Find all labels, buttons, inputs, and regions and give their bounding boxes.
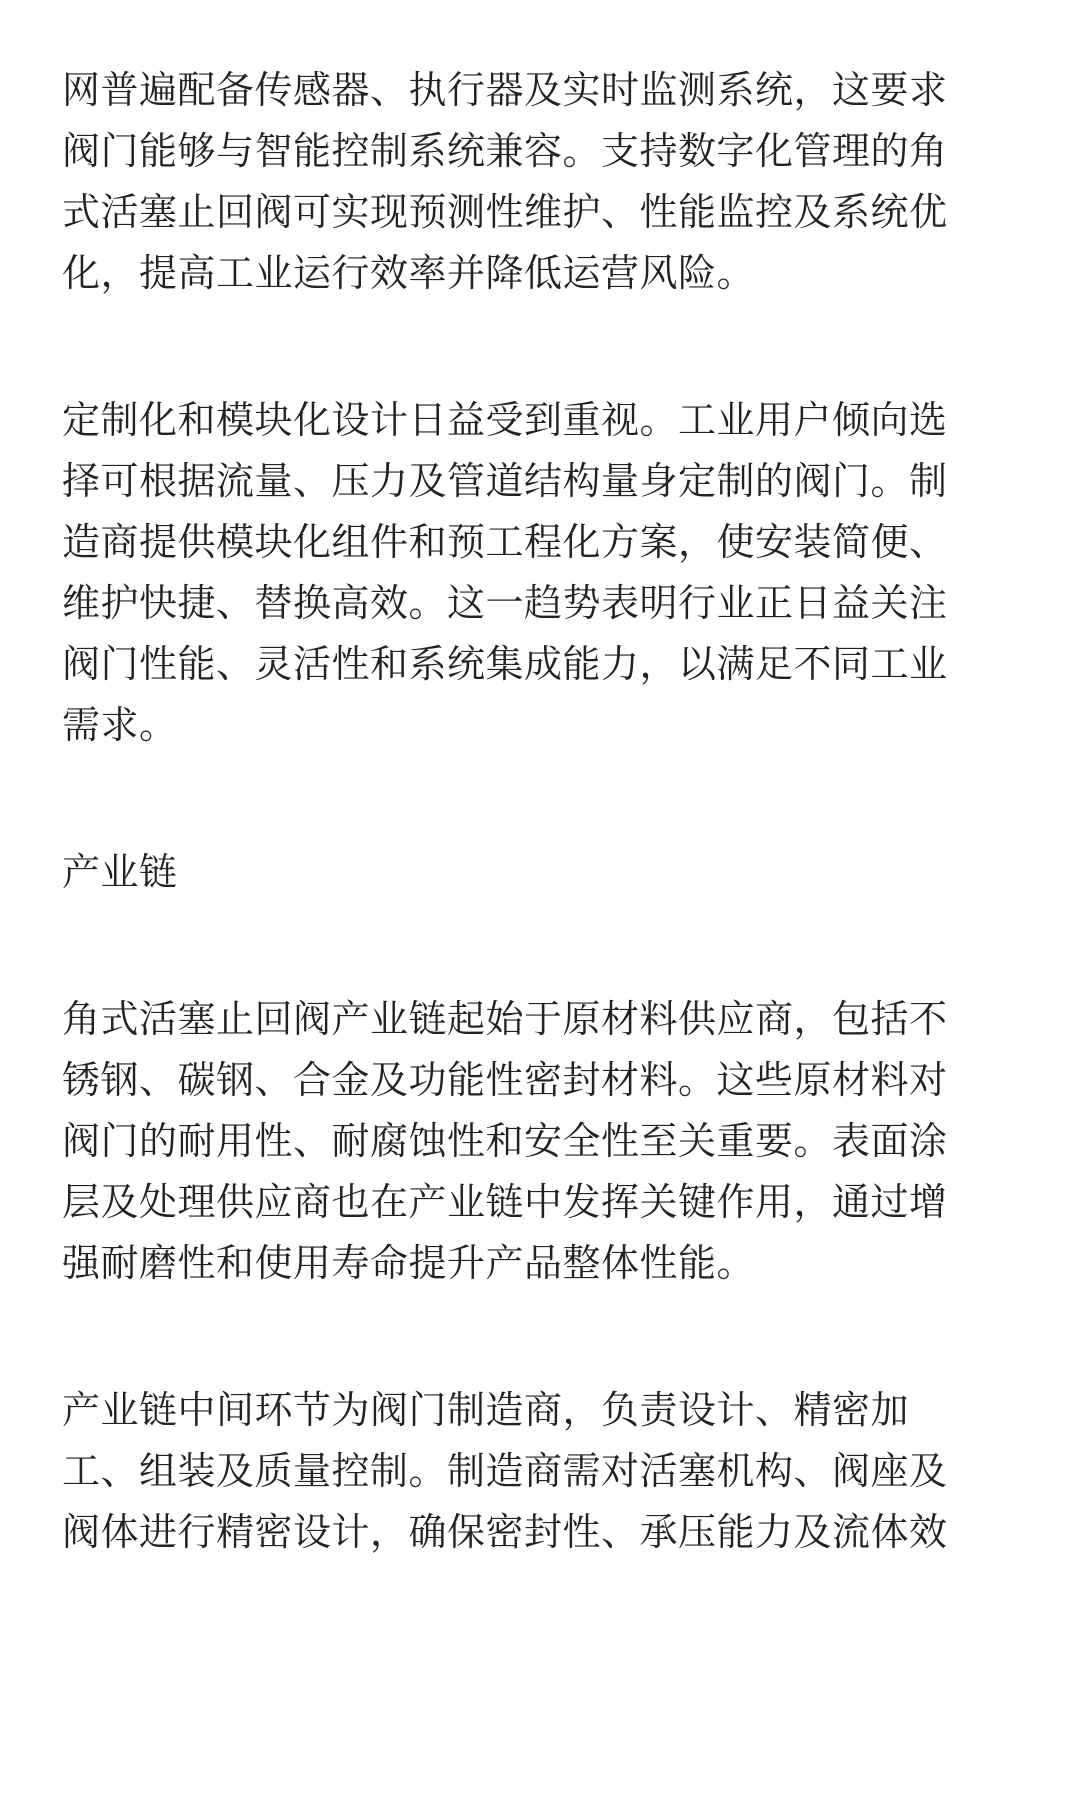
- paragraph-spacer: [62, 1294, 1006, 1380]
- text-line: 强耐磨性和使用寿命提升产品整体性能。: [62, 1241, 756, 1285]
- paragraph-customization: [62, 390, 1006, 756]
- text-line: 需求。: [62, 703, 178, 747]
- paragraph-spacer: [62, 756, 1006, 842]
- text-line: 阀门性能、灵活性和系统集成能力，以满足不同工业: [62, 642, 948, 686]
- text-line: 阀门能够与智能控制系统兼容。支持数字化管理的角: [62, 129, 948, 173]
- text-line: 阀体进行精密设计，确保密封性、承压能力及流体效: [62, 1510, 948, 1554]
- text-line: 网普遍配备传感器、执行器及实时监测系统，这要求: [62, 68, 948, 112]
- text-line: 定制化和模块化设计日益受到重视。工业用户倾向选: [62, 398, 948, 442]
- text-line: 阀门的耐用性、耐腐蚀性和安全性至关重要。表面涂: [62, 1119, 948, 1163]
- paragraph-raw-materials: [62, 989, 1006, 1294]
- paragraph-spacer: [62, 903, 1006, 989]
- heading-text: 产业链: [62, 850, 178, 894]
- text-line: 式活塞止回阀可实现预测性维护、性能监控及系统优: [62, 190, 948, 234]
- text-line: 化，提高工业运行效率并降低运营风险。: [62, 251, 756, 295]
- text-line: 择可根据流量、压力及管道结构量身定制的阀门。制: [62, 459, 948, 503]
- text-line: 工、组装及质量控制。制造商需对活塞机构、阀座及: [62, 1449, 948, 1493]
- paragraph-manufacturers: [62, 1380, 1006, 1563]
- text-line: 产业链中间环节为阀门制造商，负责设计、精密加: [62, 1388, 910, 1432]
- paragraph-spacer: [62, 304, 1006, 390]
- text-line: 角式活塞止回阀产业链起始于原材料供应商，包括不: [62, 997, 948, 1041]
- text-line: 层及处理供应商也在产业链中发挥关键作用，通过增: [62, 1180, 948, 1224]
- section-heading-industry-chain: [62, 842, 1006, 903]
- text-line: 造商提供模块化组件和预工程化方案，使安装简便、: [62, 520, 948, 564]
- paragraph-smart-control: [62, 60, 1006, 304]
- text-line: 维护快捷、替换高效。这一趋势表明行业正日益关注: [62, 581, 948, 625]
- text-line: 锈钢、碳钢、合金及功能性密封材料。这些原材料对: [62, 1058, 948, 1102]
